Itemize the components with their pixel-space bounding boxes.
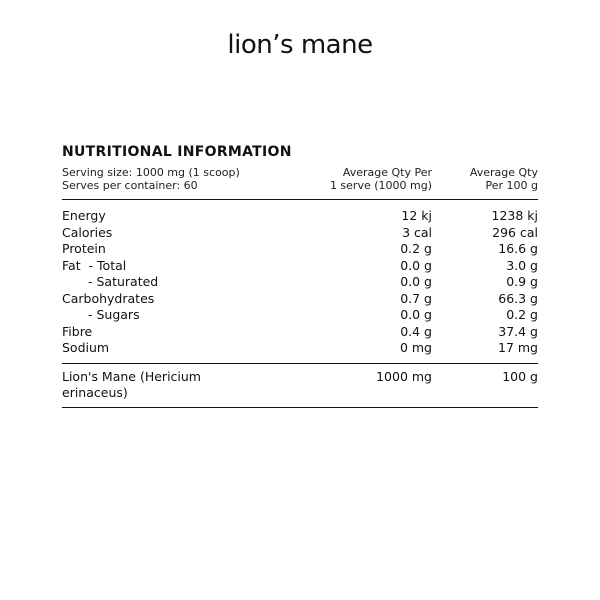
ingredient-row (62, 364, 538, 407)
nutrient-label: Protein (62, 241, 106, 256)
nutrient-row-carbohydrates (62, 291, 538, 308)
per-100g-value: 1238 kj (491, 208, 538, 223)
serves-per-container: Serves per container: 60 (62, 179, 198, 192)
nutrient-row-protein (62, 241, 538, 258)
per-serve-value: 0.2 g (400, 241, 432, 256)
nutrient-label: Sodium (62, 340, 110, 355)
serving-size: Serving size: 1000 mg (1 scoop) (62, 166, 240, 179)
per-100g-value: 17 mg (498, 340, 538, 355)
nutrient-label: Energy (62, 208, 106, 223)
nutrient-row-sodium (62, 340, 538, 357)
per-100g-value: 296 cal (492, 224, 538, 240)
nutrient-label: Calories (62, 224, 113, 240)
nutrient-rows (62, 200, 538, 363)
nutrient-label: - Saturated (88, 274, 159, 289)
ingredient-per-100g: 100 g (502, 368, 538, 384)
column-header-per-100g-line2: Per 100 g (485, 179, 538, 192)
per-100g-value: 0.2 g (506, 307, 538, 322)
per-serve-value: 0.0 g (400, 274, 432, 289)
column-header-per-100g (432, 166, 538, 192)
per-100g-value: 66.3 g (498, 290, 538, 306)
per-serve-value: 12 kj (401, 208, 432, 223)
per-100g-value: 0.9 g (506, 274, 538, 289)
footer-divider (62, 407, 538, 408)
per-serve-value: 0.4 g (400, 323, 432, 339)
column-header-per-serve-line2: 1 serve (1000 mg) (329, 179, 432, 192)
nutrient-row-fibre (62, 324, 538, 341)
per-serve-value: 0.0 g (400, 257, 432, 273)
ingredient-per-serve: 1000 mg (376, 368, 432, 384)
per-100g-value: 16.6 g (498, 241, 538, 256)
per-serve-value: 0.7 g (400, 290, 432, 306)
table-header (62, 166, 538, 199)
per-serve-value: 3 cal (402, 224, 432, 240)
nutrient-row-energy (62, 208, 538, 225)
product-title: lion’s mane (227, 30, 373, 60)
per-serve-value: 0.0 g (400, 307, 432, 322)
nutrient-label: Carbohydrates (62, 290, 155, 306)
per-serve-value: 0 mg (399, 340, 432, 355)
panel-heading: NUTRITIONAL INFORMATION (62, 144, 292, 160)
per-100g-value: 37.4 g (498, 323, 538, 339)
column-header-per-serve (262, 166, 432, 192)
nutrient-label: - Sugars (88, 307, 140, 322)
nutrient-row-calories (62, 225, 538, 242)
nutrient-label: Fibre (62, 323, 93, 339)
column-header-per-100g-line1: Average Qty (469, 166, 538, 179)
nutrient-row-sugars (62, 307, 538, 324)
nutrient-row-fat-total (62, 258, 538, 275)
serving-info (62, 166, 262, 192)
nutrition-panel (62, 144, 538, 408)
column-header-per-serve-line1: Average Qty Per (342, 166, 432, 179)
per-100g-value: 3.0 g (506, 257, 538, 273)
nutrient-row-saturated (62, 274, 538, 291)
ingredient-label: Lion's Mane (Hericium erinaceus) (62, 368, 201, 400)
nutrient-label: Fat - Total (62, 257, 127, 273)
